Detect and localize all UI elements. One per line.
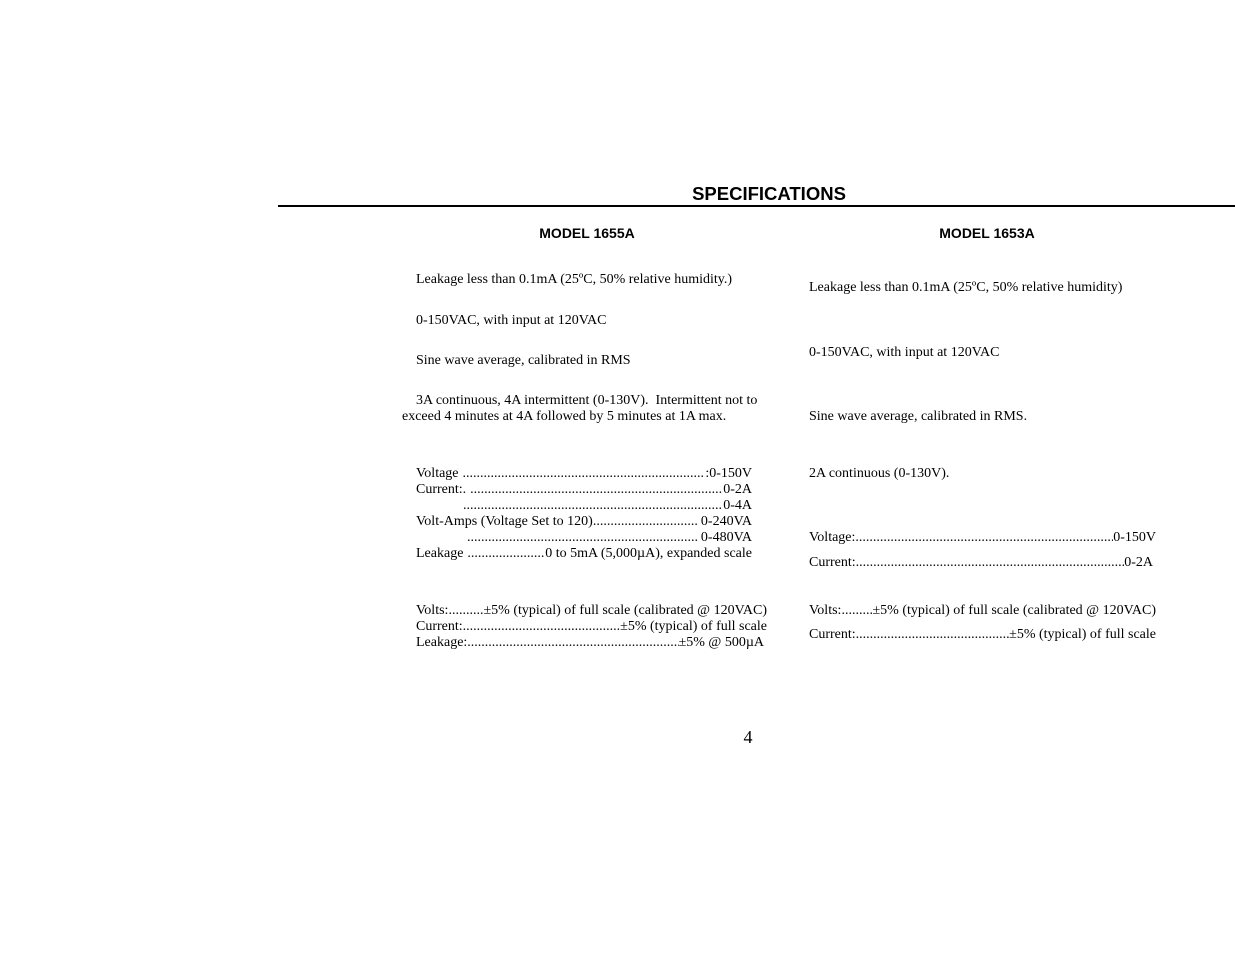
dot-leader	[463, 498, 723, 514]
model-1653a-output-current: 2A continuous (0-130V).	[809, 466, 950, 481]
meter-range-value: 0-2A	[723, 482, 752, 497]
meter-range-row	[416, 514, 752, 530]
dot-leader	[467, 635, 678, 651]
meter-range-value: :0-150V	[705, 466, 752, 481]
accuracy-row	[809, 603, 1156, 619]
accuracy-label: Volts:	[416, 603, 449, 618]
model-1655a-output-current: 3A continuous, 4A intermittent (0-130V). Intermittent not to exceed 4 minutes at 4A followed by 5 minutes at 1A max.	[402, 393, 758, 424]
title-rule	[278, 205, 1235, 207]
meter-range-row	[809, 555, 1156, 571]
meter-range-label: Volt-Amps (Voltage Set to 120)	[416, 514, 593, 529]
accuracy-value: ±5% @ 500µA	[678, 635, 764, 650]
model-1653a-meter-type: Sine wave average, calibrated in RMS.	[809, 409, 1028, 424]
model-1655a-output-voltage: 0-150VAC, with input at 120VAC	[416, 313, 607, 328]
meter-range-label: Current:.	[416, 482, 467, 497]
accuracy-row	[416, 619, 767, 635]
meter-range-value: 0-480VA	[700, 530, 752, 545]
meter-range-row	[416, 482, 752, 498]
model-1655a-meter-type: Sine wave average, calibrated in RMS	[416, 353, 631, 368]
meter-range-label: Current:	[809, 555, 856, 570]
meter-range-value: 0-4A	[723, 498, 752, 513]
accuracy-value: ±5% (typical) of full scale (calibrated @ 120VAC)	[872, 603, 1156, 618]
dot-leader	[841, 603, 872, 619]
meter-range-row	[416, 498, 752, 514]
dot-leader	[856, 555, 1125, 571]
accuracy-label: Leakage:	[416, 635, 468, 650]
meter-range-value: 0 to 5mA (5,000µA), expanded scale	[545, 546, 752, 561]
page-number: 4	[743, 727, 753, 747]
model-1653a-leakage: Leakage less than 0.1mA (25ºC, 50% relative humidity)	[809, 280, 1123, 295]
model-1653a-output-voltage: 0-150VAC, with input at 120VAC	[809, 345, 1000, 360]
accuracy-row	[809, 627, 1156, 643]
dot-leader	[467, 546, 545, 562]
meter-range-label: Voltage	[416, 466, 459, 481]
dot-leader	[448, 603, 483, 619]
accuracy-label: Volts:	[809, 603, 842, 618]
meter-range-row	[416, 530, 752, 546]
accuracy-label: Current:	[809, 627, 856, 642]
meter-range-label: Voltage:	[809, 530, 856, 545]
meter-range-value: 0-2A	[1124, 555, 1153, 570]
meter-range-row	[416, 466, 752, 482]
page-title: SPECIFICATIONS	[692, 183, 846, 204]
dot-leader	[593, 514, 697, 530]
dot-leader	[463, 466, 706, 482]
model-1653a-accuracy	[809, 603, 1156, 643]
meter-range-value: 0-150V	[1113, 530, 1156, 545]
meter-range-row	[809, 530, 1156, 546]
model-1653a-heading: MODEL 1653A	[939, 225, 1035, 241]
model-1655a-accuracy	[416, 603, 767, 651]
dot-leader	[463, 619, 620, 635]
meter-range-label: Leakage	[416, 546, 464, 561]
model-1655a-meter-ranges	[416, 466, 752, 562]
model-1655a-heading: MODEL 1655A	[539, 225, 635, 241]
accuracy-row	[416, 603, 767, 619]
accuracy-value: ±5% (typical) of full scale	[620, 619, 767, 634]
meter-range-row	[416, 546, 752, 562]
model-1653a-meter-ranges	[809, 530, 1156, 571]
dot-leader	[856, 627, 1009, 643]
dot-leader	[855, 530, 1113, 546]
accuracy-label: Current:	[416, 619, 463, 634]
accuracy-value: ±5% (typical) of full scale (calibrated @ 120VAC)	[483, 603, 767, 618]
dot-leader	[470, 482, 723, 498]
model-1655a-leakage: Leakage less than 0.1mA (25ºC, 50% relative humidity.)	[416, 272, 733, 287]
meter-range-value: 0-240VA	[700, 514, 752, 529]
accuracy-row	[416, 635, 767, 651]
dot-leader	[467, 530, 697, 546]
accuracy-value: ±5% (typical) of full scale	[1009, 627, 1156, 642]
